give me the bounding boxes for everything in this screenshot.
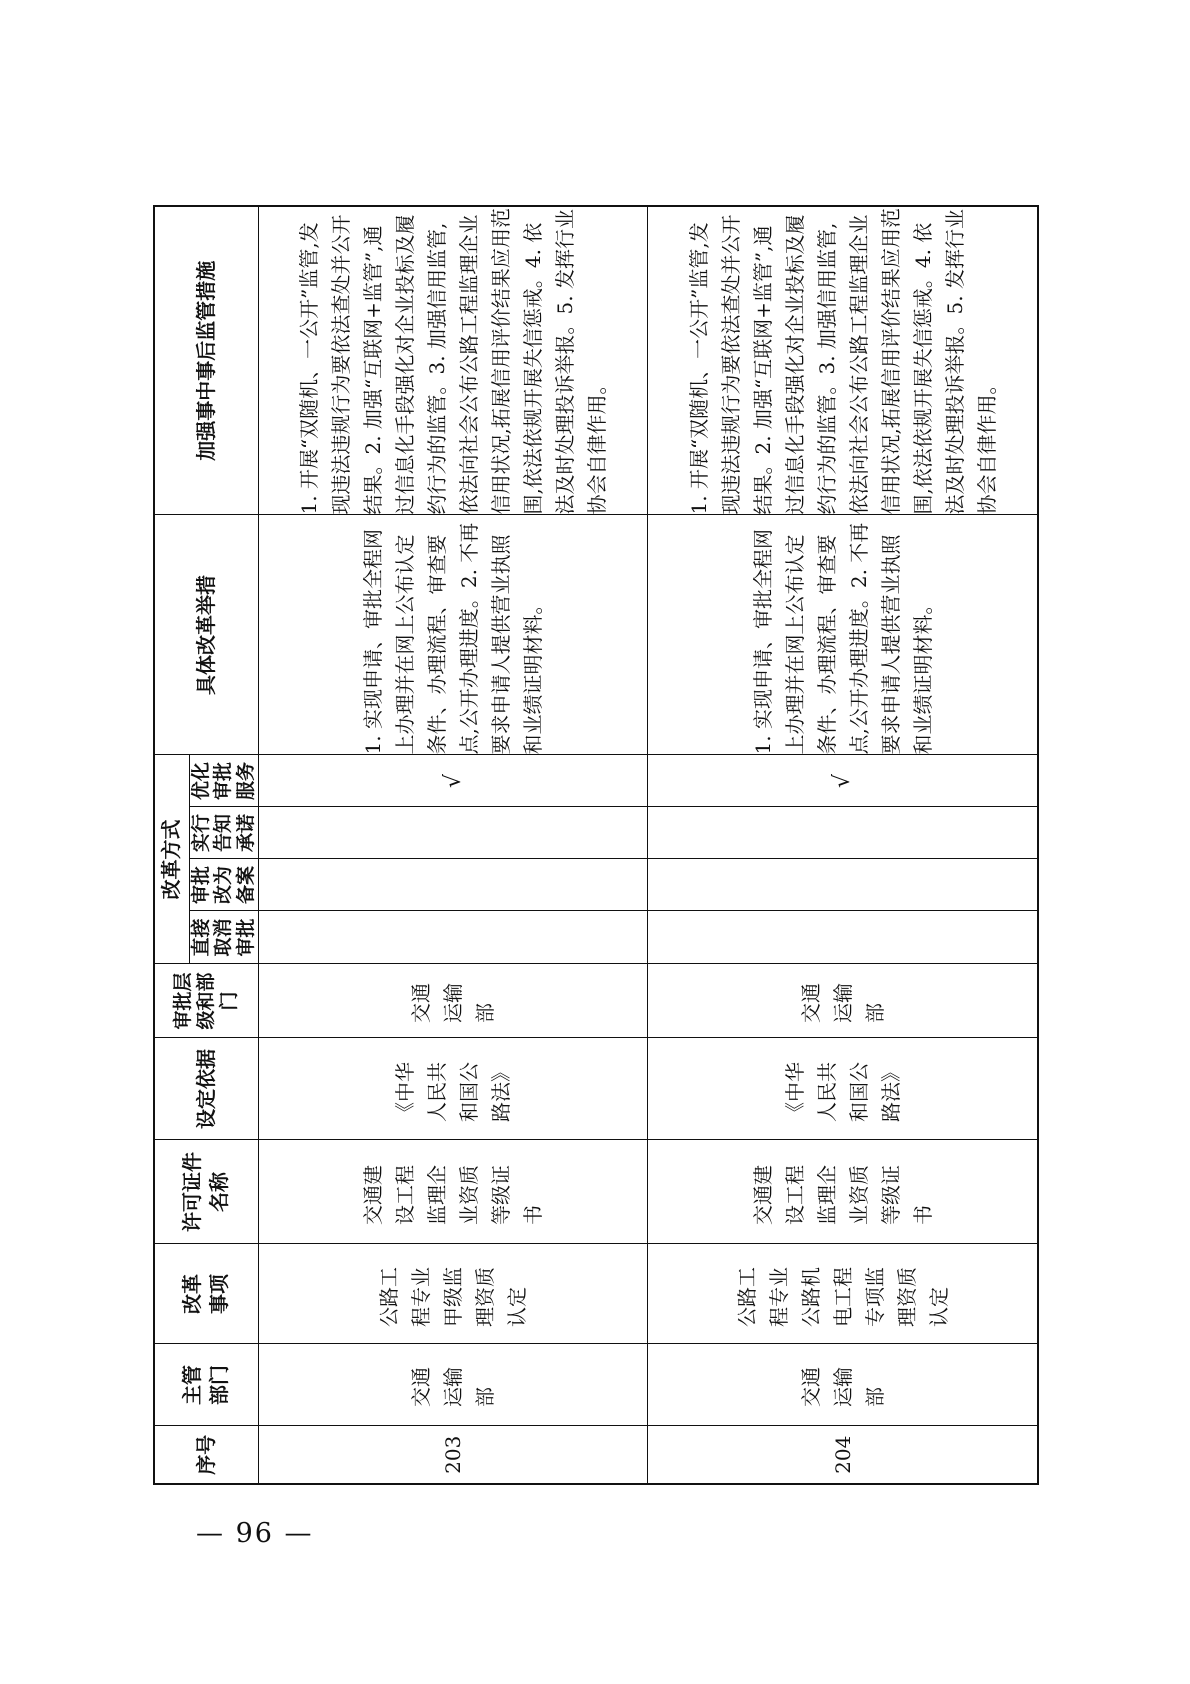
cell-level-text: 交通运输部: [798, 983, 887, 1023]
header-row-1: [154, 206, 189, 1484]
cell-license: [258, 1140, 648, 1244]
cell-license-text: 交通建设工程监理企业资质等级证书: [361, 1165, 546, 1225]
header-dept: [154, 1344, 258, 1426]
header-item: [154, 1244, 258, 1344]
reform-table: [153, 205, 1039, 1485]
header-mode-optimize-text: 优化审批服务: [189, 762, 258, 801]
header-item-text: 改革事项: [180, 1274, 232, 1314]
cell-measures: 1. 实现申请、审批全程网上办理并在网上公布认定条件、办理流程、审查要点,公开办理进度。2. 不再要求申请人提供营业执照和业绩证明材料。: [648, 515, 1038, 755]
cell-dept: [648, 1344, 1038, 1426]
cell-seq: 203: [258, 1426, 648, 1484]
cell-item: [648, 1244, 1038, 1344]
cell-mode-optimize: √: [258, 755, 648, 807]
cell-license-text: 交通建设工程监理企业资质等级证书: [750, 1165, 935, 1225]
header-seq: 序号: [154, 1426, 258, 1484]
cell-basis-text: 《中华人民共和国公路法》: [393, 1062, 514, 1122]
header-basis: 设定依据: [154, 1038, 258, 1140]
cell-mode-notify: [648, 807, 1038, 859]
header-level: [154, 964, 258, 1038]
cell-license: [648, 1140, 1038, 1244]
cell-item: [258, 1244, 648, 1344]
header-reform-mode: 改革方式: [154, 755, 189, 964]
header-mode-notify-text: 实行告知承诺: [189, 814, 258, 853]
cell-mode-optimize: √: [648, 755, 1038, 807]
header-mode-notify: [189, 807, 258, 859]
header-mode-cancel-text: 直接取消审批: [189, 918, 258, 957]
cell-dept-text: 交通运输部: [798, 1367, 887, 1407]
cell-item-text: 公路工程专业公路机电工程专项监理资质认定: [734, 1267, 951, 1327]
header-license-text: 许可证件名称: [180, 1152, 232, 1232]
cell-basis-text: 《中华人民共和国公路法》: [782, 1062, 903, 1122]
header-supervision: 加强事中事后监管措施: [154, 206, 258, 515]
cell-supervision: 1. 开展“双随机、一公开”监管,发现违法违规行为要依法查处并公开结果。2. 加强“互联网+监管”,通过信息化手段强化对企业投标及履约行为的监管。3. 加强信用监管,依法向社会公布公路工程监理企业信用状况,拓展信用评价结果应用范围,依法依规开展失信惩戒。4. 依法及时处理投诉举报。5. 发挥行业协会自律作用。: [258, 206, 648, 515]
cell-seq: 204: [648, 1426, 1038, 1484]
table-frame: [153, 207, 1039, 1485]
cell-dept: [258, 1344, 648, 1426]
cell-mode-cancel: [258, 911, 648, 964]
rotated-table-container: [153, 207, 1039, 1485]
cell-mode-record: [648, 859, 1038, 911]
cell-measures: 1. 实现申请、审批全程网上办理并在网上公布认定条件、办理流程、审查要点,公开办理进度。2. 不再要求申请人提供营业执照和业绩证明材料。: [258, 515, 648, 755]
header-mode-record: [189, 859, 258, 911]
cell-dept-text: 交通运输部: [409, 1367, 498, 1407]
header-level-text: 审批层级和部门: [172, 972, 240, 1030]
cell-level: [258, 964, 648, 1038]
header-mode-cancel: [189, 911, 258, 964]
header-mode-optimize: [189, 755, 258, 807]
page-number: — 96 —: [196, 1518, 314, 1549]
cell-supervision: 1. 开展“双随机、一公开”监管,发现违法违规行为要依法查处并公开结果。2. 加强“互联网+监管”,通过信息化手段强化对企业投标及履约行为的监管。3. 加强信用监管,依法向社会公布公路工程监理企业信用状况,拓展信用评价结果应用范围,依法依规开展失信惩戒。4. 依法及时处理投诉举报。5. 发挥行业协会自律作用。: [648, 206, 1038, 515]
table-row: [258, 206, 648, 1484]
header-dept-text: 主管部门: [180, 1365, 232, 1405]
cell-mode-cancel: [648, 911, 1038, 964]
header-mode-record-text: 审批改为备案: [189, 866, 258, 905]
cell-mode-notify: [258, 807, 648, 859]
cell-basis: [258, 1038, 648, 1140]
header-license: [154, 1140, 258, 1244]
cell-level-text: 交通运输部: [409, 983, 498, 1023]
cell-level: [648, 964, 1038, 1038]
cell-basis: [648, 1038, 1038, 1140]
cell-item-text: 公路工程专业甲级监理资质认定: [377, 1267, 530, 1327]
header-measures: 具体改革举措: [154, 515, 258, 755]
table-row: [648, 206, 1038, 1484]
cell-mode-record: [258, 859, 648, 911]
